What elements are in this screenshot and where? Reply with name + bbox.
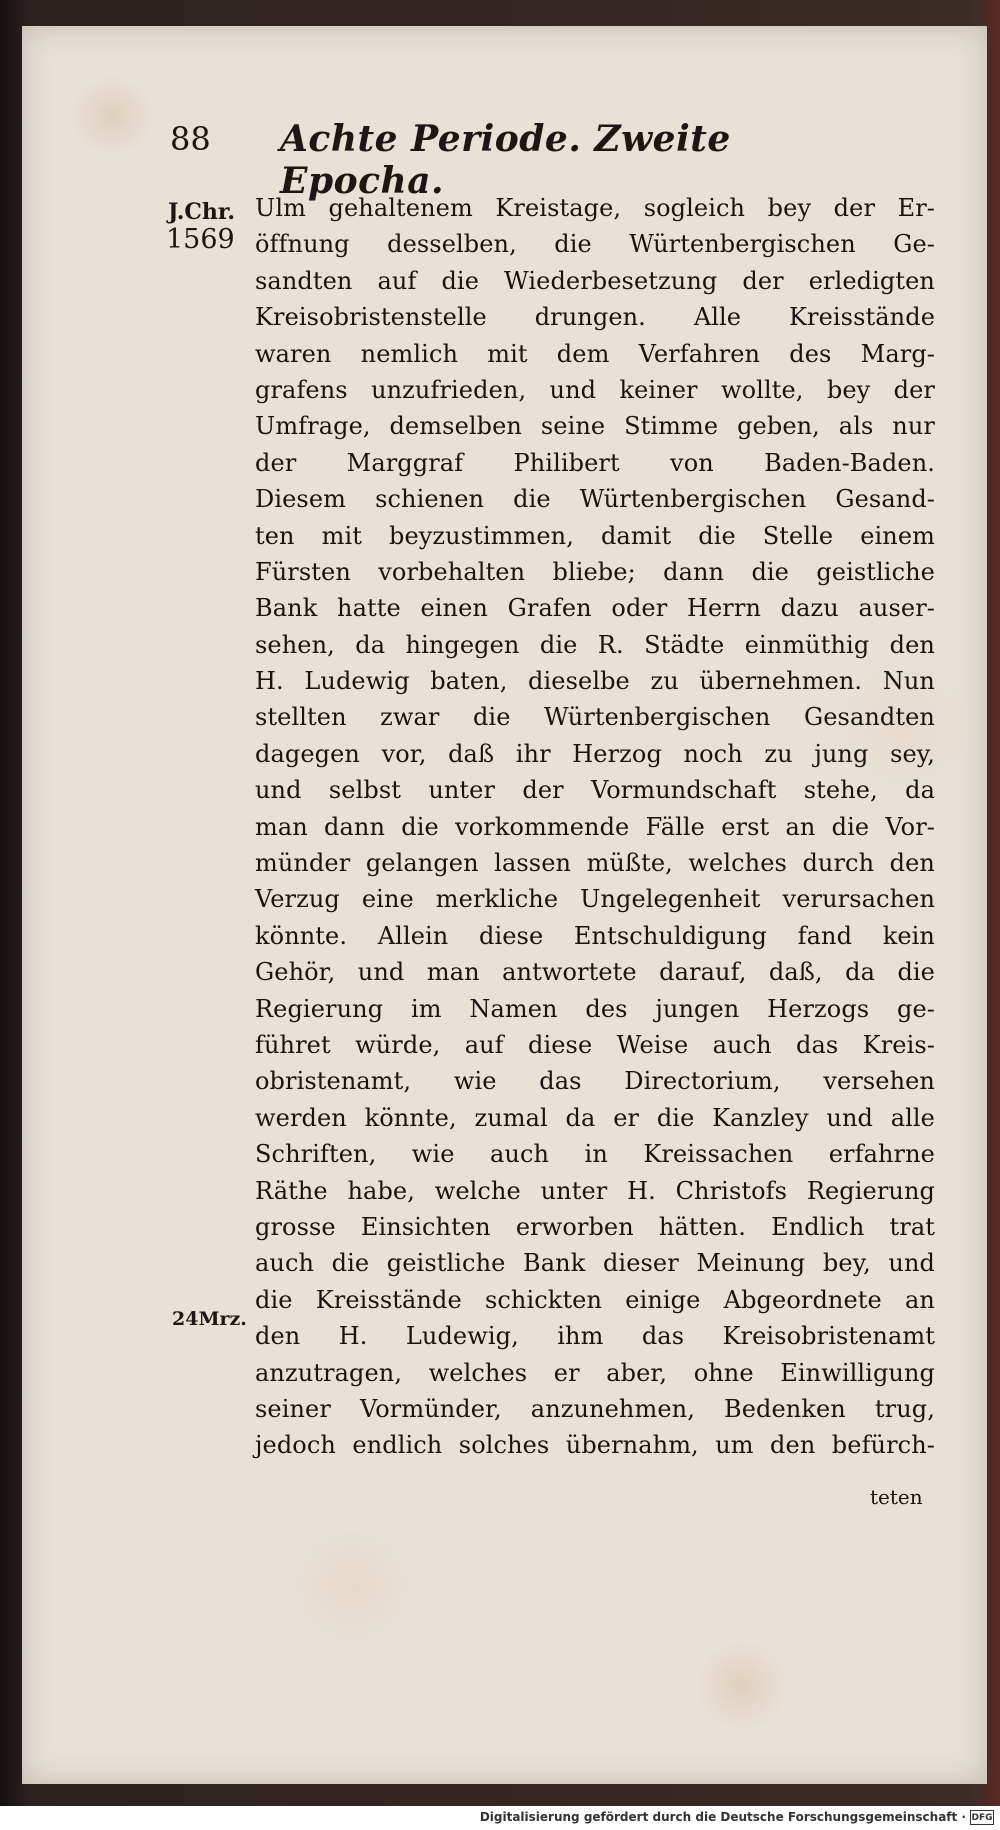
- funding-credit: Digitalisierung gefördert durch die Deutsche Forschungsgemeinschaft ·: [479, 1810, 966, 1824]
- text-line: Verzug eine merkliche Ungelegenheit verursachen: [255, 885, 935, 914]
- text-line: der Marggraf Philibert von Baden-Baden.: [255, 448, 935, 477]
- running-title: Achte Periode. Zweite Epocha.: [280, 118, 731, 202]
- text-line: die Kreisstände schickten einige Abgeordnete an: [255, 1285, 935, 1314]
- page-number: 88: [170, 120, 211, 158]
- text-line: münder gelangen lassen müßte, welches durch den: [255, 849, 935, 878]
- running-header: [170, 118, 810, 202]
- text-line: dagegen vor, daß ihr Herzog noch zu jung sey,: [255, 739, 935, 768]
- digitization-footer: [0, 1806, 1000, 1830]
- text-line: Bank hatte einen Grafen oder Herrn dazu auser-: [255, 594, 935, 623]
- text-line: öffnung desselben, die Würtenbergischen Ge-: [255, 230, 935, 259]
- text-line: könnte. Allein diese Entschuldigung fand kein: [255, 921, 935, 950]
- text-line: H. Ludewig baten, dieselbe zu übernehmen. Nun: [255, 667, 935, 696]
- text-line: seiner Vormünder, anzunehmen, Bedenken trug,: [255, 1394, 935, 1423]
- text-line: jedoch endlich solches übernahm, um den befürch-: [255, 1431, 935, 1460]
- text-line: sehen, da hingegen die R. Städte einmüthig den: [255, 630, 935, 659]
- text-line: Diesem schienen die Würtenbergischen Gesand-: [255, 485, 935, 514]
- text-line: anzutragen, welches er aber, ohne Einwilligung: [255, 1358, 935, 1387]
- dfg-logo-icon: DFG: [970, 1810, 994, 1825]
- text-line: werden könnte, zumal da er die Kanzley und alle: [255, 1103, 935, 1132]
- text-line: Kreisobristenstelle drungen. Alle Kreisstände: [255, 303, 935, 332]
- text-line: auch die geistliche Bank dieser Meinung bey, und: [255, 1249, 935, 1278]
- text-line: obristenamt, wie das Directorium, versehen: [255, 1067, 935, 1096]
- text-line: grosse Einsichten erworben hätten. Endlich trat: [255, 1212, 935, 1241]
- text-line: führet würde, auf diese Weise auch das Kreis-: [255, 1030, 935, 1059]
- text-line: ten mit beyzustimmen, damit die Stelle einem: [255, 521, 935, 550]
- margin-year: 1569: [166, 224, 235, 255]
- text-line: Gehör, und man antwortete darauf, daß, da die: [255, 958, 935, 987]
- text-line: waren nemlich mit dem Verfahren des Marg-: [255, 339, 935, 368]
- text-line: den H. Ludewig, ihm das Kreisobristenamt: [255, 1322, 935, 1351]
- catchword: teten: [870, 1485, 923, 1509]
- text-line: Schriften, wie auch in Kreissachen erfahrne: [255, 1140, 935, 1169]
- text-line: Räthe habe, welche unter H. Christofs Regierung: [255, 1176, 935, 1205]
- text-line: man dann die vorkommende Fälle erst an die Vor-: [255, 812, 935, 841]
- text-line: und selbst unter der Vormundschaft stehe, da: [255, 776, 935, 805]
- body-text: [255, 190, 935, 1464]
- text-line: Regierung im Namen des jungen Herzogs ge-: [255, 994, 935, 1023]
- text-line: Ulm gehaltenem Kreistage, sogleich bey der Er-: [255, 194, 935, 222]
- text-line: sandten auf die Wiederbesetzung der erledigten: [255, 266, 935, 295]
- text-line: Umfrage, demselben seine Stimme geben, als nur: [255, 412, 935, 441]
- text-line: Fürsten vorbehalten bliebe; dann die geistliche: [255, 557, 935, 586]
- text-line: grafens unzufrieden, und keiner wollte, bey der: [255, 375, 935, 404]
- margin-year-label: J.Chr.: [168, 199, 236, 225]
- margin-date: 24Mrz.: [172, 1308, 247, 1330]
- text-line: stellten zwar die Würtenbergischen Gesandten: [255, 703, 935, 732]
